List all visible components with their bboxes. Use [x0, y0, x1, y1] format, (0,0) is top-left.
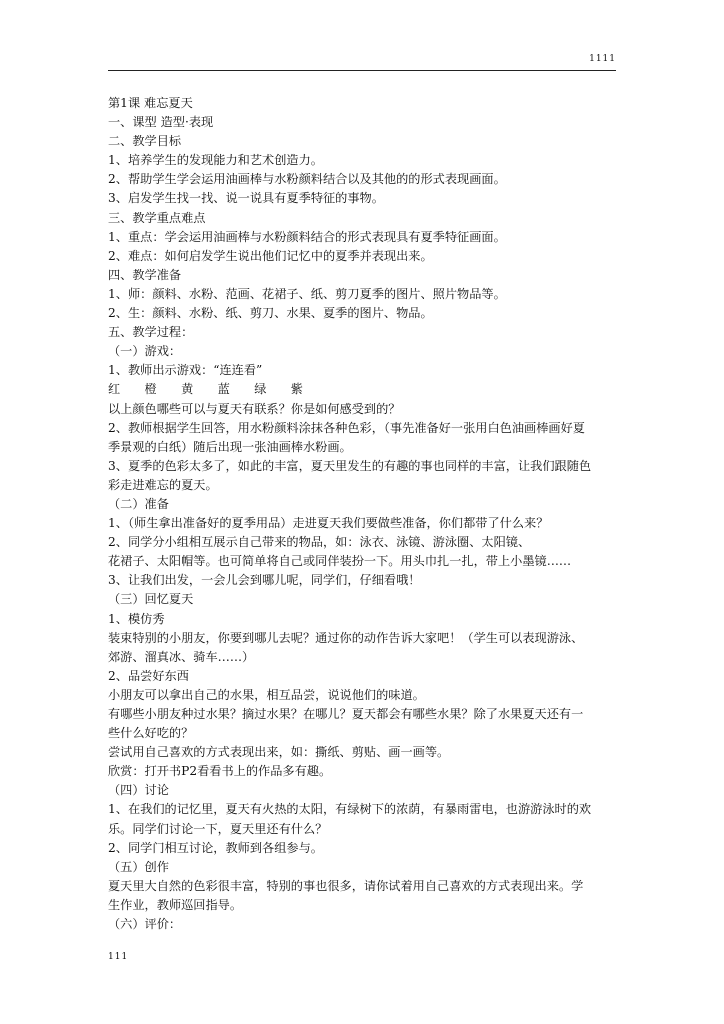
text-line: 夏天里大自然的色彩很丰富，特别的事也很多，请你试着用自己喜欢的方式表现出来。学: [108, 878, 584, 893]
text-line: 3、启发学生找一找、说一说具有夏季特征的事物。: [108, 191, 384, 206]
section-heading: 五、教学过程：: [108, 325, 194, 340]
text-line: 小朋友可以拿出自己的水果，相互品尝，说说他们的味道。: [108, 687, 425, 702]
text-line: 1、培养学生的发现能力和艺术创造力。: [108, 153, 323, 168]
document-body: [108, 94, 620, 934]
section-heading: 二、教学目标: [108, 134, 182, 149]
text-line: 2、品尝好东西: [108, 668, 189, 683]
text-line: 2、帮助学生学会运用油画棒与水粉颜料结合以及其他的的形式表现画面。: [108, 172, 506, 187]
section-heading: 三、教学重点难点: [108, 210, 206, 225]
text-line: 2、同学门相互讨论，教师到各组参与。: [108, 840, 323, 855]
text-line: 1、师：颜料、水粉、范画、花裙子、纸、剪刀夏季的图片、照片物品等。: [108, 286, 506, 301]
subsection-heading: （二）准备: [108, 496, 169, 511]
text-line: 尝试用自己喜欢的方式表现出来，如：撕纸、剪贴、画一画等。: [108, 745, 450, 760]
text-line: 1、在我们的记忆里，夏天有火热的太阳，有绿树下的浓荫，有暴雨雷电，也游游泳时的欢: [108, 802, 592, 817]
text-line: 3、让我们出发，一会儿会到哪儿呢，同学们，仔细看哦！: [108, 573, 421, 588]
header-rule: [108, 70, 616, 71]
color-list-line: 红 橙 黄 蓝 绿 紫: [108, 382, 303, 397]
text-line: 花裙子、太阳帽等。也可简单将自己或同伴装扮一下。用头巾扎一扎，带上小墨镜……: [108, 554, 572, 569]
text-line: 季景观的白纸）随后出现一张油画棒水粉画。: [108, 439, 352, 454]
subsection-heading: （六）评价：: [108, 917, 182, 932]
text-line: 2、教师根据学生回答，用水粉颜料涂抹各种色彩，（事先准备好一张用白色油画棒画好夏: [108, 420, 585, 435]
text-line: 乐。同学们讨论一下，夏天里还有什么？: [108, 821, 328, 836]
subsection-heading: （五）创作: [108, 859, 169, 874]
section-heading: 四、教学准备: [108, 267, 182, 282]
text-line: 以上颜色哪些可以与夏天有联系？你是如何感受到的？: [108, 401, 401, 416]
text-line: 1、（师生拿出准备好的夏季用品）走进夏天我们要做些准备，你们都带了什么来？: [108, 516, 549, 531]
text-line: 有哪些小朋友种过水果？摘过水果？在哪儿？夏天都会有哪些水果？除了水果夏天还有一: [108, 707, 584, 721]
text-line: 欣赏：打开书P2看看书上的作品多有趣。: [108, 764, 332, 779]
text-line: 2、同学分小组相互展示自己带来的物品，如：泳衣、泳镜、游泳圈、太阳镜、: [108, 535, 531, 550]
text-line: 些什么好吃的？: [108, 726, 194, 741]
footer-page-number: 111: [108, 952, 129, 962]
text-line: 1、重点：学会运用油画棒与水粉颜料结合的形式表现具有夏季特征画面。: [108, 229, 506, 244]
section-heading: 一、课型 造型·表现: [108, 115, 214, 130]
text-line: 郊游、溜真冰、骑车……）: [108, 649, 255, 664]
text-line: 彩走进难忘的夏天。: [108, 477, 218, 492]
subsection-heading: （四）讨论: [108, 783, 169, 798]
text-line: 装束特别的小朋友，你要到哪儿去呢？通过你的动作告诉大家吧！（学生可以表现游泳、: [108, 630, 584, 645]
text-line: 3、夏季的色彩太多了，如此的丰富，夏天里发生的有趣的事也同样的丰富，让我们跟随色: [108, 458, 592, 473]
subsection-heading: （三）回忆夏天: [108, 592, 194, 607]
text-line: 生作业，教师巡回指导。: [108, 897, 243, 912]
subsection-heading: （一）游戏：: [108, 344, 182, 359]
text-line: 1、教师出示游戏：“连连看”: [108, 363, 263, 378]
text-line: 2、难点：如何启发学生说出他们记忆中的夏季并表现出来。: [108, 248, 433, 263]
text-line: 1、模仿秀: [108, 611, 165, 626]
header-page-number: 1111: [589, 54, 616, 64]
lesson-title: 第1课 难忘夏天: [108, 96, 193, 110]
text-line: 2、生：颜料、水粉、纸、剪刀、水果、夏季的图片、物品。: [108, 306, 433, 321]
